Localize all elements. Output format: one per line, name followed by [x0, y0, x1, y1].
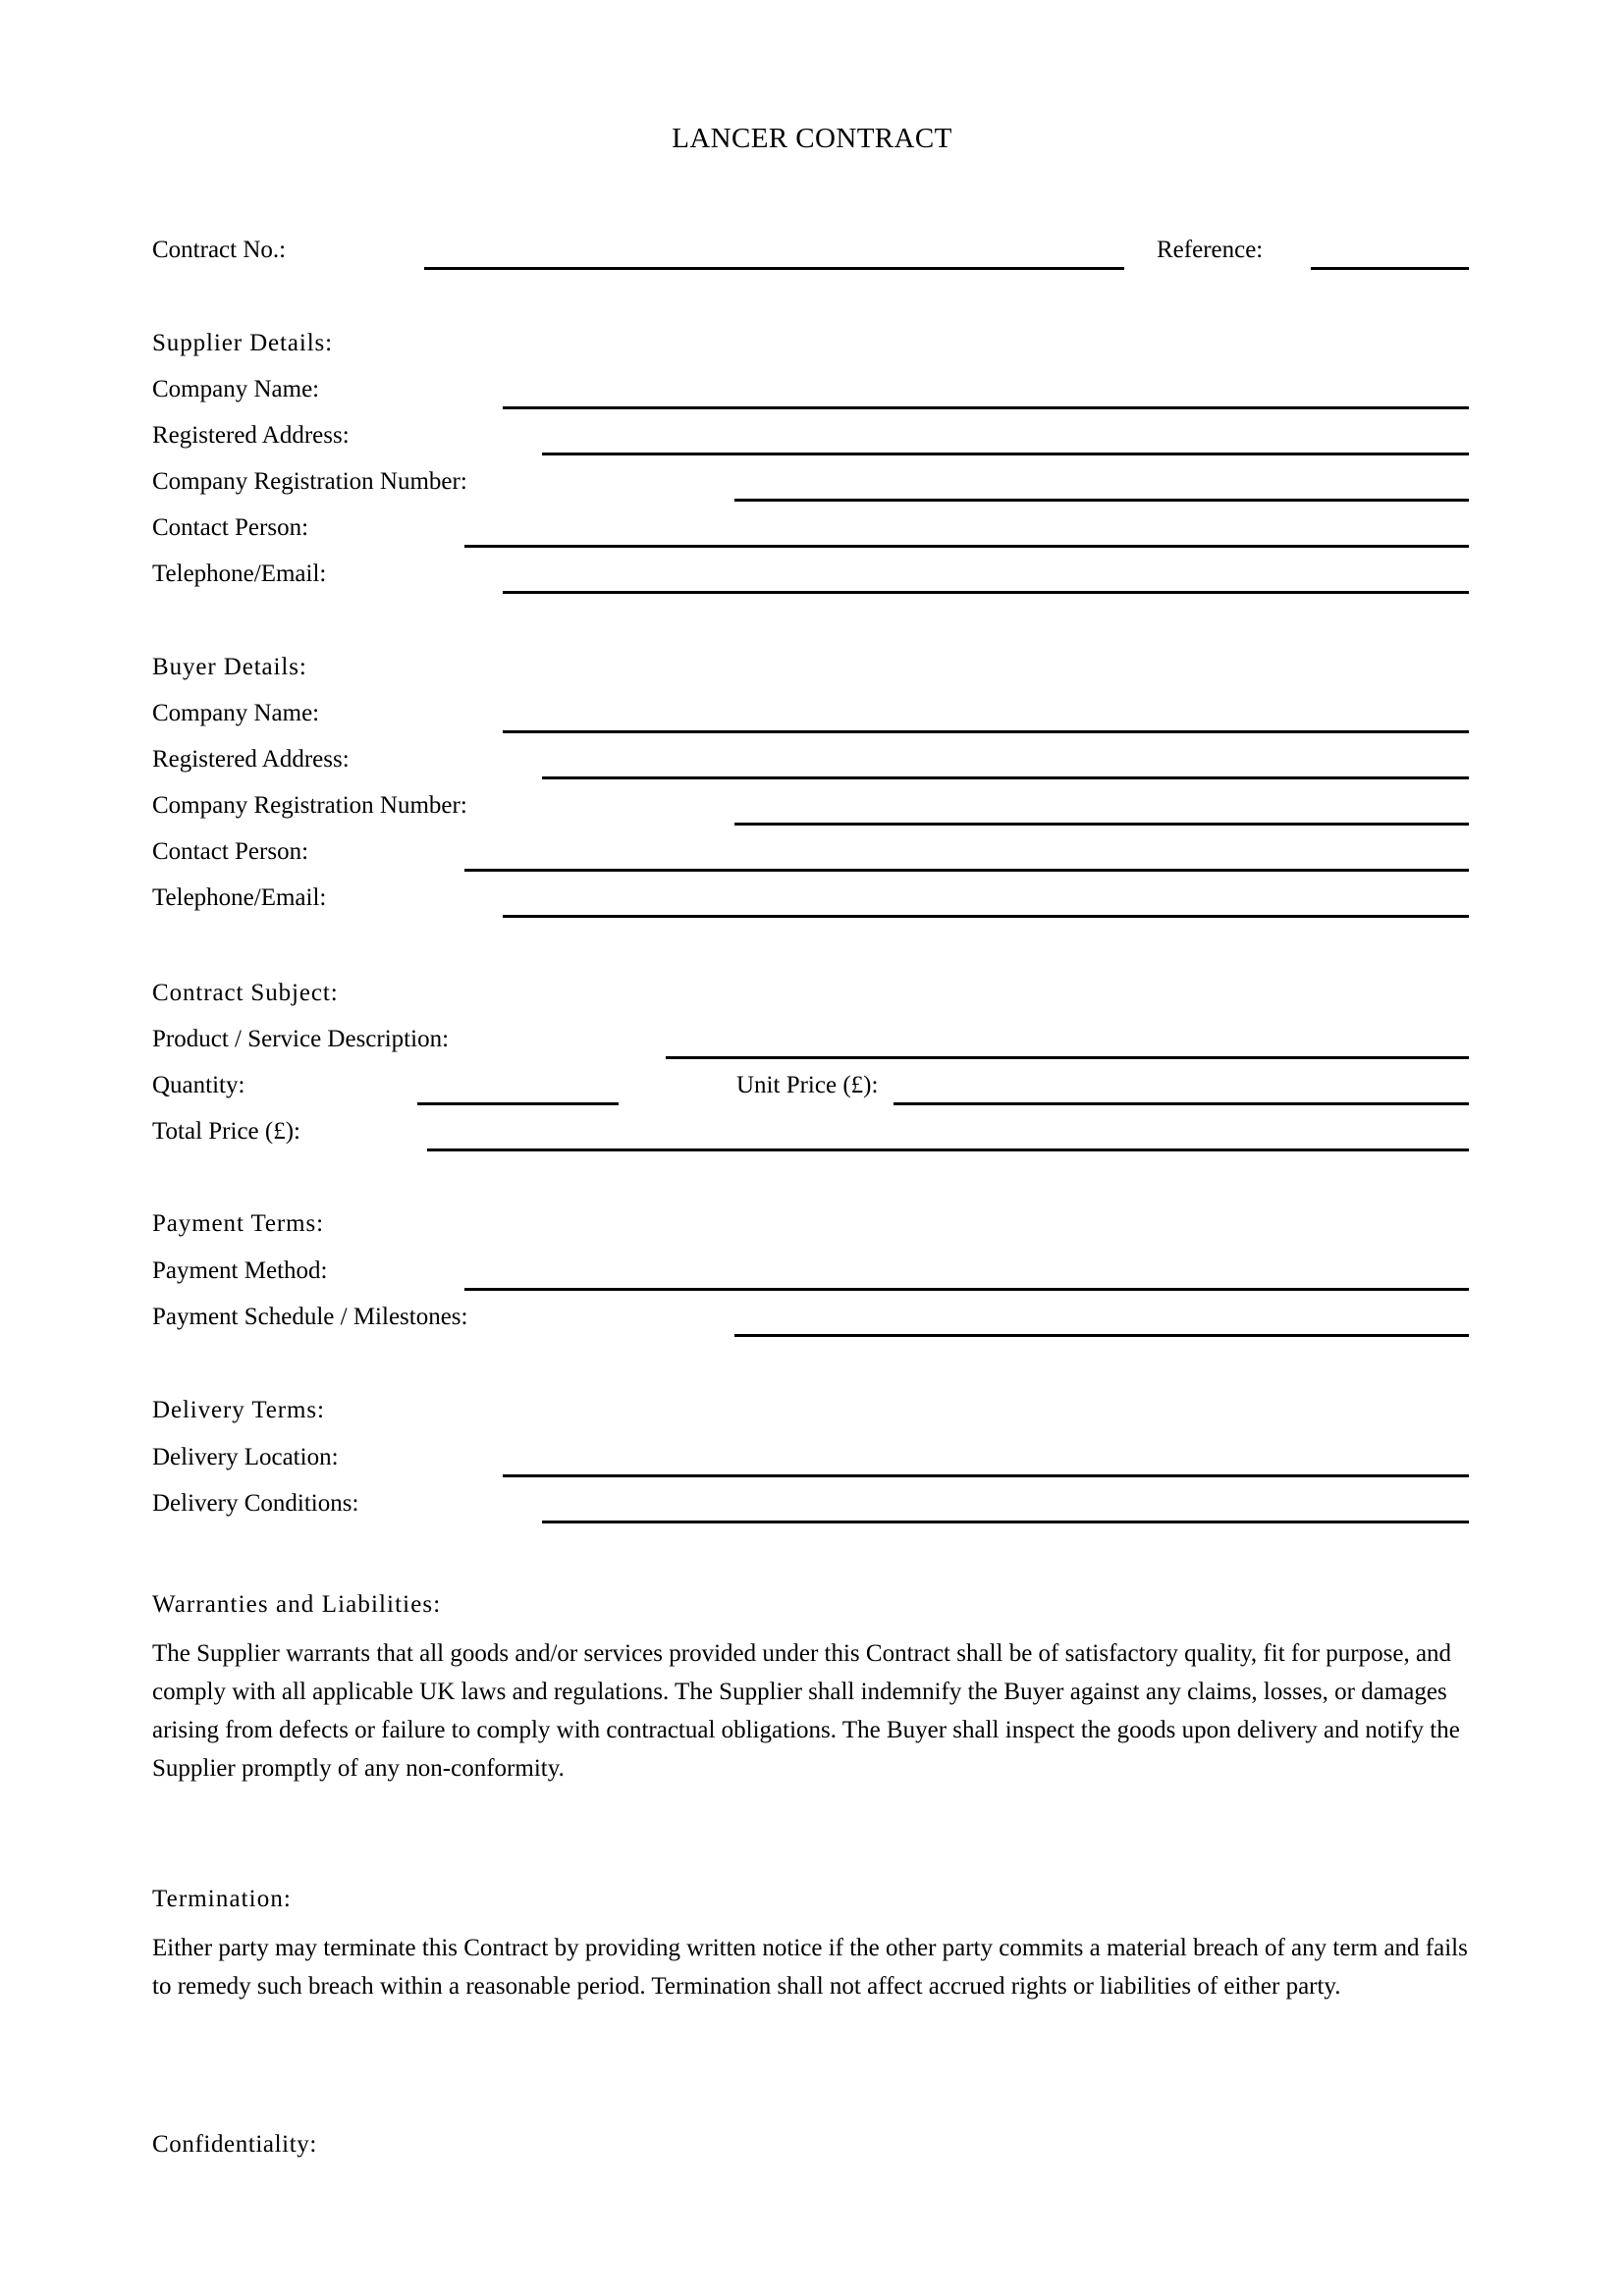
supplier-telephone-email-rule[interactable]: [503, 591, 1469, 594]
buyer-registered-address-label: Registered Address:: [152, 746, 350, 773]
buyer-registration-number-rule[interactable]: [734, 823, 1469, 826]
buyer-company-name-label: Company Name:: [152, 700, 320, 726]
supplier-registered-address-rule[interactable]: [542, 453, 1469, 455]
warranties-body: The Supplier warrants that all goods and/or services provided under this Contract shall be of satisfactory quality, fit for purpose, and comply with all applicable UK laws and regulations. The Supplier shall indemnify the Buyer against any claims, losses, or damages arising from defects or failure to comply with contractual obligations. The Buyer shall inspect the goods upon delivery and notify the Supplier promptly of any non-conformity.: [152, 1640, 1460, 1782]
reference-field-rule[interactable]: [1311, 267, 1469, 270]
buyer-registration-number-label: Company Registration Number:: [152, 792, 467, 819]
delivery-conditions-rule[interactable]: [542, 1521, 1469, 1523]
supplier-registration-number-label: Company Registration Number:: [152, 468, 467, 495]
warranties-heading: Warranties and Liabilities:: [152, 1591, 442, 1618]
payment-schedule-label: Payment Schedule / Milestones:: [152, 1304, 468, 1330]
quantity-rule[interactable]: [417, 1102, 619, 1105]
contract-subject-heading: Contract Subject:: [152, 980, 339, 1006]
buyer-telephone-email-label: Telephone/Email:: [152, 884, 327, 911]
termination-heading: Termination:: [152, 1886, 292, 1912]
payment-terms-heading: Payment Terms:: [152, 1210, 324, 1237]
supplier-contact-person-rule[interactable]: [464, 545, 1469, 548]
supplier-telephone-email-label: Telephone/Email:: [152, 561, 327, 587]
buyer-registered-address-rule[interactable]: [542, 776, 1469, 779]
payment-schedule-rule[interactable]: [734, 1334, 1469, 1337]
confidentiality-heading: Confidentiality:: [152, 2131, 317, 2158]
supplier-details-heading: Supplier Details:: [152, 330, 334, 356]
delivery-location-rule[interactable]: [503, 1474, 1469, 1477]
buyer-contact-person-rule[interactable]: [464, 869, 1469, 872]
buyer-contact-person-label: Contact Person:: [152, 838, 309, 865]
page-title: LANCER CONTRACT: [672, 123, 952, 154]
termination-body: Either party may terminate this Contract by providing written notice if the other party commits a material breach of any term and fails to remedy such breach within a reasonable period. Termination shall not affect accrued rights or liabilities of either party.: [152, 1935, 1468, 2000]
reference-label: Reference:: [1157, 237, 1264, 263]
supplier-contact-person-label: Contact Person:: [152, 514, 309, 541]
contract-no-field-rule[interactable]: [424, 267, 1124, 270]
payment-method-rule[interactable]: [464, 1288, 1469, 1291]
supplier-registration-number-rule[interactable]: [734, 499, 1469, 502]
product-service-description-rule[interactable]: [666, 1056, 1469, 1059]
delivery-location-label: Delivery Location:: [152, 1444, 339, 1470]
buyer-telephone-email-rule[interactable]: [503, 915, 1469, 918]
supplier-company-name-rule[interactable]: [503, 406, 1469, 409]
supplier-company-name-label: Company Name:: [152, 376, 320, 402]
total-price-label: Total Price (£):: [152, 1118, 300, 1145]
payment-method-label: Payment Method:: [152, 1257, 328, 1284]
delivery-terms-heading: Delivery Terms:: [152, 1397, 325, 1423]
unit-price-rule[interactable]: [893, 1102, 1469, 1105]
product-service-description-label: Product / Service Description:: [152, 1026, 450, 1052]
buyer-company-name-rule[interactable]: [503, 730, 1469, 733]
quantity-label: Quantity:: [152, 1072, 245, 1098]
contract-no-label: Contract No.:: [152, 237, 287, 263]
supplier-registered-address-label: Registered Address:: [152, 422, 350, 449]
buyer-details-heading: Buyer Details:: [152, 654, 307, 680]
total-price-rule[interactable]: [427, 1148, 1469, 1151]
unit-price-label: Unit Price (£):: [736, 1072, 879, 1098]
delivery-conditions-label: Delivery Conditions:: [152, 1490, 359, 1517]
